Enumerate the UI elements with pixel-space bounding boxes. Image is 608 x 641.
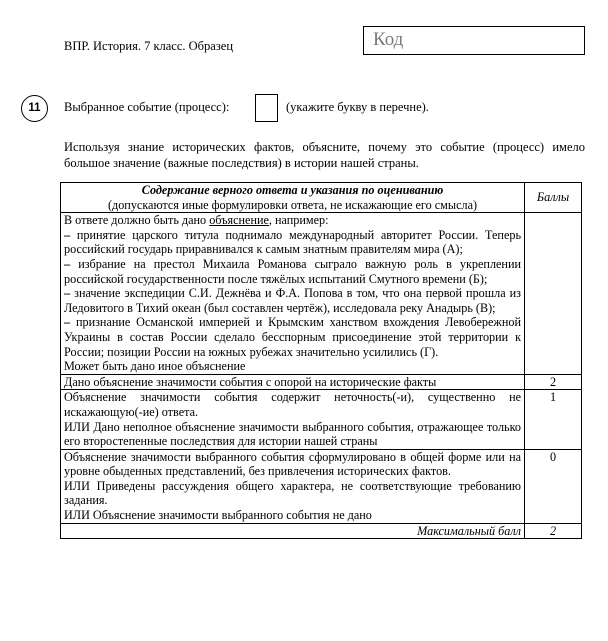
points-header: Баллы xyxy=(525,183,582,213)
event-label: Выбранное событие (процесс): xyxy=(64,100,230,114)
criterion-points: 1 xyxy=(525,390,582,449)
header-title: ВПР. История. 7 класс. Образец xyxy=(64,39,234,53)
max-score-label: Максимальный балл xyxy=(61,523,525,539)
answer-content-cell xyxy=(61,213,525,375)
event-letter-input[interactable] xyxy=(255,94,278,122)
grading-table xyxy=(60,182,582,539)
question-number-badge: 11 xyxy=(21,95,48,122)
answer-item-a: – принятие царского титула поднимало международный авторитет России. Теперь российский государь приравнивался к самым знатным правителям мира (А); xyxy=(64,227,521,257)
answer-item-c: – значение экспедиции С.И. Дежнёва и Ф.А. Попова в том, что она первой прошла из Ледовитого в Тихий океан (был составлен чертёж), исследовала реку Анадырь (В); xyxy=(64,286,521,315)
criterion-text: Объяснение значимости события содержит неточность(-и), существенно не искажающую(-ие) ответа. ИЛИ Дано неполное объяснение значимости выбранного события, отражающее только его второстепенные последствия для истории нашей страны xyxy=(61,390,525,449)
list-dash: – xyxy=(64,256,71,271)
list-dash: – xyxy=(64,286,71,301)
table-header-row xyxy=(61,183,582,213)
answer-intro: В ответе должно быть дано объяснение, например: xyxy=(64,213,329,228)
max-score-value: 2 xyxy=(525,523,582,539)
criterion-text: Дано объяснение значимости события с опорой на исторические факты xyxy=(61,374,525,390)
answer-intro-underlined: объяснение xyxy=(209,213,269,228)
max-score-row xyxy=(61,523,582,539)
criterion-row xyxy=(61,390,582,449)
answer-points-cell xyxy=(525,213,582,375)
content-header-title: Содержание верного ответа и указания по оцениванию xyxy=(141,183,444,197)
content-header-cell xyxy=(61,183,525,213)
criterion-points: 2 xyxy=(525,374,582,390)
criterion-row xyxy=(61,374,582,390)
criterion-points: 0 xyxy=(525,449,582,523)
criterion-row xyxy=(61,449,582,523)
event-hint: (укажите букву в перечне). xyxy=(286,100,429,114)
criterion-text: Объяснение значимости выбранного события сформулировано в общей форме или на уровне обыденных представлений, без привлечения исторических фактов. ИЛИ Приведены рассуждения общего характера, не соответствующие требованию задания. ИЛИ Объяснение значимости выбранного события не дано xyxy=(61,449,525,523)
answer-item-b: – избрание на престол Михаила Романова сыграло важную роль в укреплении российской государственности после тяжёлых испытаний Смутного времени (Б); xyxy=(64,256,522,286)
list-dash: – xyxy=(64,315,71,330)
answer-closing: Может быть дано иное объяснение xyxy=(64,359,246,374)
answer-content-row xyxy=(61,213,582,375)
code-field[interactable]: Код xyxy=(363,26,585,55)
content-header-note: (допускаются иные формулировки ответа, не искажающие его смысла) xyxy=(107,197,478,212)
answer-item-d: – признание Османской империей и Крымским ханством вхождения Левобережной Украины в состав России сделало бесспорным присоединение этой территории к России; позиции России на южных рубежах значительно усилились (Г). xyxy=(64,315,521,359)
list-dash: – xyxy=(64,227,71,242)
question-instruction: Используя знание исторических фактов, объясните, почему это событие (процесс) имело большое значение (важные последствия) в истории нашей страны. xyxy=(64,140,585,170)
